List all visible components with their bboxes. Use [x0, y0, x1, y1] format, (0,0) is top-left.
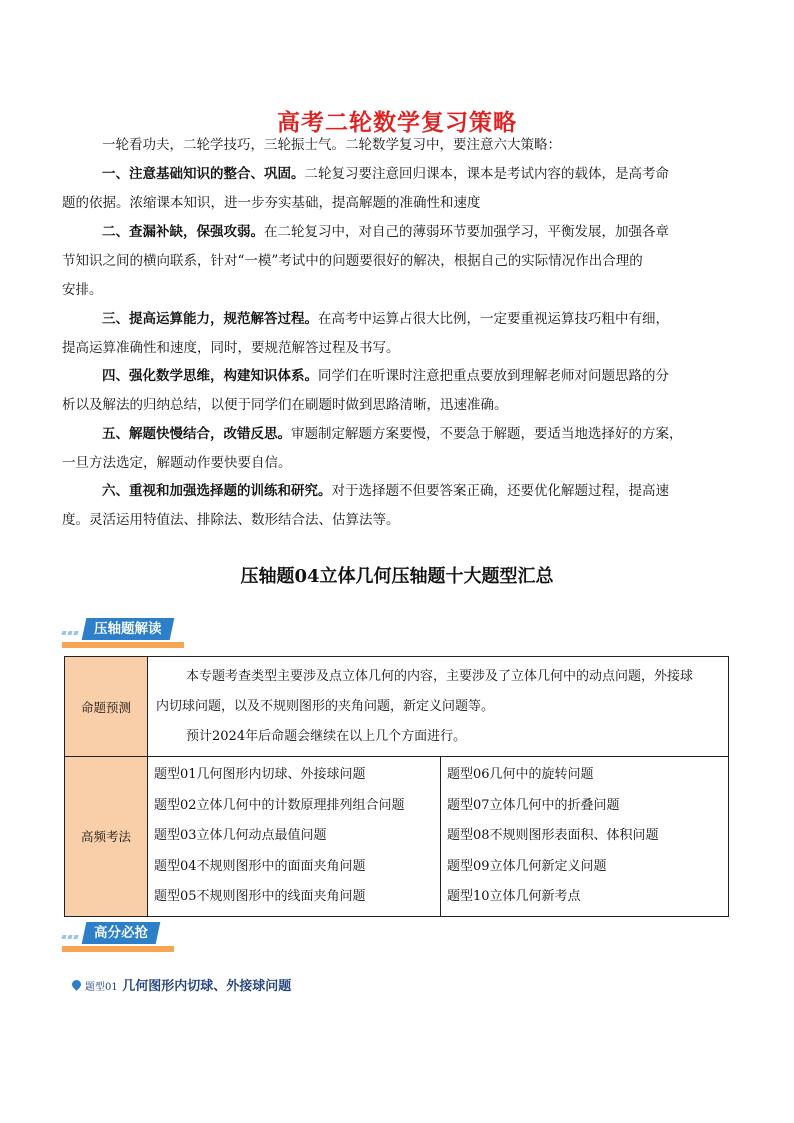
list-item: 题型09立体几何新定义问题 — [447, 858, 607, 874]
strategy-head: 二、查漏补缺，保强攻弱。 — [102, 224, 264, 240]
strategy-head: 三、提高运算能力，规范解答过程。 — [102, 311, 318, 327]
strategy-body: 安排。 — [62, 282, 103, 298]
topic-text: 几何图形内切球、外接球问题 — [117, 979, 292, 994]
banner-decoration — [62, 924, 82, 930]
intro-text: 一轮看功夫，二轮学技巧，三轮振士气。二轮数学复习中，要注意六大策略： — [102, 137, 561, 153]
list-item: 题型06几何中的旋转问题 — [447, 767, 594, 782]
prediction-text: 预计2024年后命题会继续在以上几个方面进行。 — [186, 729, 467, 744]
strategy-body: 题的依据。浓缩课本知识，进一步夯实基础，提高解题的准确性和速度 — [62, 195, 481, 211]
strategy-body: 在高考中运算占很大比例，一定要重视运算技巧粗中有细， — [318, 311, 669, 327]
strategy-head: 五、解题快慢结合，改错反思。 — [102, 426, 291, 442]
topic-heading — [72, 975, 291, 994]
list-item: 题型02立体几何中的计数原理排列组合问题 — [154, 797, 405, 813]
strategy-head: 一、注意基础知识的整合、巩固。 — [102, 166, 305, 182]
list-item: 题型03立体几何动点最值问题 — [154, 828, 327, 843]
banner-label-box — [82, 922, 161, 944]
strategy-head: 六、重视和加强选择题的训练和研究。 — [102, 483, 332, 499]
section-subtitle: 压轴题04立体几何压轴题十大题型汇总 — [240, 566, 554, 587]
strategy-5 — [62, 420, 732, 478]
strategy-body: 提高运算准确性和速度，同时，要规范解答过程及书写。 — [62, 340, 400, 356]
section-banner-must-score — [62, 918, 202, 954]
strategy-body: 在二轮复习中，对自己的薄弱环节要加强学习，平衡发展，加强各章 — [264, 224, 669, 240]
location-pin-icon — [70, 978, 83, 991]
prediction-text: 本专题考查类型主要涉及点立体几何的内容，主要涉及了立体几何中的动点问题，外接球 — [186, 669, 694, 684]
table-row — [65, 757, 729, 917]
strategy-body: 一旦方法选定，解题动作要快要自信。 — [62, 455, 292, 471]
intro-paragraph — [62, 131, 732, 160]
analysis-table — [64, 656, 729, 917]
types-right-cell — [441, 757, 729, 917]
banner-underline — [62, 642, 184, 648]
strategy-6 — [62, 477, 732, 535]
strategy-body: 对于选择题不但要答案正确，还要优化解题过程，提高速 — [331, 483, 669, 499]
banner-label-box — [82, 618, 174, 640]
strategy-4 — [62, 362, 732, 420]
table-row — [65, 657, 729, 757]
list-item: 题型05不规则图形中的线面夹角问题 — [154, 889, 366, 904]
banner-underline — [62, 946, 174, 952]
row-label-frequent: 高频考法 — [65, 757, 148, 917]
list-item: 题型01几何图形内切球、外接球问题 — [154, 767, 366, 782]
list-item: 题型08不规则图形表面积、体积问题 — [447, 828, 659, 843]
strategy-2 — [62, 218, 732, 305]
strategy-3 — [62, 305, 732, 363]
banner-label: 高分必抢 — [94, 925, 148, 941]
strategy-1 — [62, 160, 732, 218]
strategy-body: 同学们在听课时注意把重点要放到理解老师对问题思路的分 — [318, 368, 669, 384]
page-title: 高考二轮数学复习策略 — [277, 110, 517, 136]
list-item: 题型04不规则图形中的面面夹角问题 — [154, 858, 366, 874]
strategy-body: 审题制定解题方案要慢，不要急于解题，要适当地选择好的方案， — [291, 426, 683, 442]
banner-label: 压轴题解读 — [94, 621, 162, 637]
strategy-body: 析以及解法的归纳总结，以便于同学们在刷题时做到思路清晰，迅速准确。 — [62, 397, 508, 413]
row-label-prediction: 命题预测 — [65, 657, 148, 757]
section-banner-analysis — [62, 614, 202, 650]
list-item: 题型07立体几何中的折叠问题 — [447, 797, 620, 813]
list-item: 题型10立体几何新考点 — [447, 889, 581, 904]
prediction-cell — [148, 657, 729, 757]
strategy-head: 四、强化数学思维，构建知识体系。 — [102, 368, 318, 384]
strategy-body: 节知识之间的横向联系，针对“一模”考试中的问题要很好的解决，根据自己的实际情况作出合理的 — [62, 253, 643, 269]
topic-prefix: 题型01 — [85, 982, 118, 993]
banner-decoration — [62, 620, 82, 626]
strategy-body: 二轮复习要注意回归课本，课本是考试内容的载体，是高考命 — [304, 166, 669, 182]
prediction-text: 内切球问题，以及不规则图形的夹角问题，新定义问题等。 — [156, 699, 495, 714]
types-left-cell — [148, 757, 441, 917]
strategy-body: 度。灵活运用特值法、排除法、数形结合法、估算法等。 — [62, 512, 400, 528]
